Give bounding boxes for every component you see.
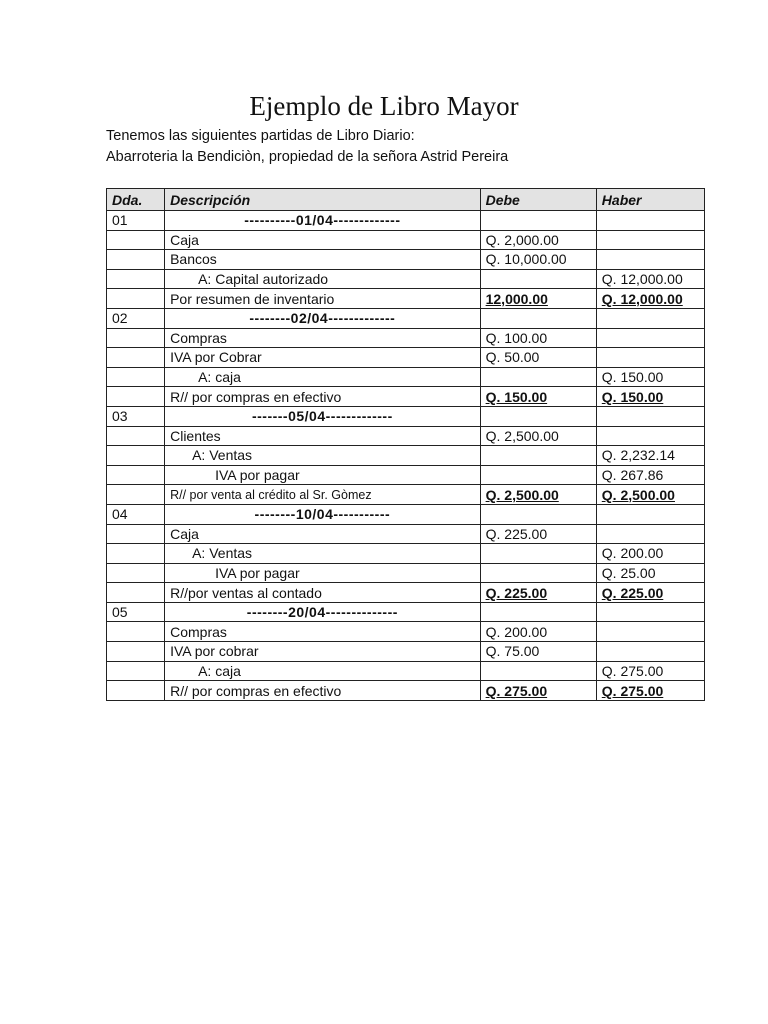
haber-total: Q. 12,000.00 bbox=[596, 289, 704, 309]
header-dda: Dda. bbox=[107, 189, 165, 211]
debe-cell: Q. 225.00 bbox=[480, 524, 596, 544]
table-row bbox=[107, 426, 705, 446]
dda-cell bbox=[107, 642, 165, 662]
haber-cell bbox=[596, 504, 704, 524]
dda-cell bbox=[107, 387, 165, 407]
dda-cell bbox=[107, 563, 165, 583]
table-row bbox=[107, 563, 705, 583]
table-row bbox=[107, 661, 705, 681]
debe-total: Q. 2,500.00 bbox=[480, 485, 596, 505]
description-cell: IVA por Cobrar bbox=[165, 348, 481, 368]
description-cell: A: Capital autorizado bbox=[165, 269, 481, 289]
description-cell: Compras bbox=[165, 328, 481, 348]
dda-cell bbox=[107, 681, 165, 701]
haber-cell bbox=[596, 308, 704, 328]
description-cell: IVA por pagar bbox=[165, 465, 481, 485]
haber-total: Q. 275.00 bbox=[596, 681, 704, 701]
debe-cell bbox=[480, 269, 596, 289]
debe-cell bbox=[480, 211, 596, 231]
table-row bbox=[107, 544, 705, 564]
header-haber: Haber bbox=[596, 189, 704, 211]
dda-cell bbox=[107, 289, 165, 309]
dda-cell bbox=[107, 348, 165, 368]
haber-cell bbox=[596, 348, 704, 368]
description-cell: Clientes bbox=[165, 426, 481, 446]
debe-cell bbox=[480, 308, 596, 328]
table-row bbox=[107, 387, 705, 407]
haber-cell: Q. 200.00 bbox=[596, 544, 704, 564]
debe-cell: Q. 75.00 bbox=[480, 642, 596, 662]
description-cell: R// por compras en efectivo bbox=[165, 387, 481, 407]
table-row bbox=[107, 211, 705, 231]
entry-number: 02 bbox=[107, 308, 165, 328]
haber-cell bbox=[596, 622, 704, 642]
entry-date: -------05/04------------- bbox=[165, 406, 481, 426]
intro-text: Tenemos las siguientes partidas de Libro Diario: bbox=[106, 128, 415, 144]
debe-total: Q. 150.00 bbox=[480, 387, 596, 407]
table-row bbox=[107, 406, 705, 426]
dda-cell bbox=[107, 524, 165, 544]
debe-total: Q. 225.00 bbox=[480, 583, 596, 603]
haber-cell bbox=[596, 406, 704, 426]
debe-cell: Q. 2,500.00 bbox=[480, 426, 596, 446]
description-cell: IVA por pagar bbox=[165, 563, 481, 583]
haber-cell: Q. 267.86 bbox=[596, 465, 704, 485]
debe-cell bbox=[480, 544, 596, 564]
description-cell: Caja bbox=[165, 230, 481, 250]
table-header-row bbox=[107, 189, 705, 211]
debe-total: 12,000.00 bbox=[480, 289, 596, 309]
entry-date: ----------01/04------------- bbox=[165, 211, 481, 231]
entry-number: 03 bbox=[107, 406, 165, 426]
entry-number: 05 bbox=[107, 602, 165, 622]
entry-number: 01 bbox=[107, 211, 165, 231]
entry-number: 04 bbox=[107, 504, 165, 524]
debe-cell: Q. 2,000.00 bbox=[480, 230, 596, 250]
debe-cell bbox=[480, 406, 596, 426]
debe-cell bbox=[480, 446, 596, 466]
table-row bbox=[107, 308, 705, 328]
dda-cell bbox=[107, 583, 165, 603]
header-descripcion: Descripción bbox=[165, 189, 481, 211]
haber-cell: Q. 275.00 bbox=[596, 661, 704, 681]
description-cell: A: Ventas bbox=[165, 544, 481, 564]
debe-cell bbox=[480, 504, 596, 524]
haber-cell bbox=[596, 642, 704, 662]
dda-cell bbox=[107, 544, 165, 564]
dda-cell bbox=[107, 328, 165, 348]
table-row bbox=[107, 583, 705, 603]
table-row bbox=[107, 681, 705, 701]
dda-cell bbox=[107, 465, 165, 485]
table-row bbox=[107, 622, 705, 642]
table-row bbox=[107, 465, 705, 485]
dda-cell bbox=[107, 622, 165, 642]
debe-cell: Q. 100.00 bbox=[480, 328, 596, 348]
description-cell: Bancos bbox=[165, 250, 481, 270]
debe-cell bbox=[480, 367, 596, 387]
dda-cell bbox=[107, 426, 165, 446]
entry-date: --------10/04----------- bbox=[165, 504, 481, 524]
entry-date: --------20/04-------------- bbox=[165, 602, 481, 622]
description-cell: IVA por cobrar bbox=[165, 642, 481, 662]
business-description: Abarroteria la Bendiciòn, propiedad de la señora Astrid Pereira bbox=[106, 149, 509, 165]
table-row bbox=[107, 602, 705, 622]
page-title: Ejemplo de Libro Mayor bbox=[249, 91, 519, 121]
dda-cell bbox=[107, 250, 165, 270]
dda-cell bbox=[107, 661, 165, 681]
haber-cell bbox=[596, 328, 704, 348]
debe-cell: Q. 10,000.00 bbox=[480, 250, 596, 270]
description-cell: Caja bbox=[165, 524, 481, 544]
table-row bbox=[107, 250, 705, 270]
table-row bbox=[107, 524, 705, 544]
description-cell: R// por compras en efectivo bbox=[165, 681, 481, 701]
dda-cell bbox=[107, 269, 165, 289]
haber-cell: Q. 12,000.00 bbox=[596, 269, 704, 289]
description-cell: Compras bbox=[165, 622, 481, 642]
debe-cell bbox=[480, 465, 596, 485]
debe-cell bbox=[480, 602, 596, 622]
header-debe: Debe bbox=[480, 189, 596, 211]
table-row bbox=[107, 642, 705, 662]
entry-date: --------02/04------------- bbox=[165, 308, 481, 328]
haber-total: Q. 2,500.00 bbox=[596, 485, 704, 505]
debe-cell bbox=[480, 563, 596, 583]
debe-cell: Q. 50.00 bbox=[480, 348, 596, 368]
debe-cell: Q. 200.00 bbox=[480, 622, 596, 642]
dda-cell bbox=[107, 230, 165, 250]
haber-total: Q. 150.00 bbox=[596, 387, 704, 407]
journal-table bbox=[106, 188, 705, 701]
haber-cell: Q. 150.00 bbox=[596, 367, 704, 387]
table-row bbox=[107, 367, 705, 387]
table-row bbox=[107, 269, 705, 289]
description-cell: A: caja bbox=[165, 661, 481, 681]
table-row bbox=[107, 446, 705, 466]
haber-cell bbox=[596, 524, 704, 544]
table-row bbox=[107, 348, 705, 368]
dda-cell bbox=[107, 446, 165, 466]
description-cell: R// por venta al crédito al Sr. Gòmez bbox=[165, 485, 481, 505]
description-cell: A: caja bbox=[165, 367, 481, 387]
description-cell: A: Ventas bbox=[165, 446, 481, 466]
debe-cell bbox=[480, 661, 596, 681]
haber-cell bbox=[596, 602, 704, 622]
table-row bbox=[107, 485, 705, 505]
haber-cell: Q. 2,232.14 bbox=[596, 446, 704, 466]
dda-cell bbox=[107, 367, 165, 387]
table-row bbox=[107, 289, 705, 309]
haber-cell bbox=[596, 211, 704, 231]
table-row bbox=[107, 230, 705, 250]
haber-cell bbox=[596, 250, 704, 270]
description-cell: Por resumen de inventario bbox=[165, 289, 481, 309]
table-row bbox=[107, 328, 705, 348]
table-row bbox=[107, 504, 705, 524]
haber-cell bbox=[596, 230, 704, 250]
dda-cell bbox=[107, 485, 165, 505]
haber-cell: Q. 25.00 bbox=[596, 563, 704, 583]
description-cell: R//por ventas al contado bbox=[165, 583, 481, 603]
haber-cell bbox=[596, 426, 704, 446]
haber-total: Q. 225.00 bbox=[596, 583, 704, 603]
debe-total: Q. 275.00 bbox=[480, 681, 596, 701]
